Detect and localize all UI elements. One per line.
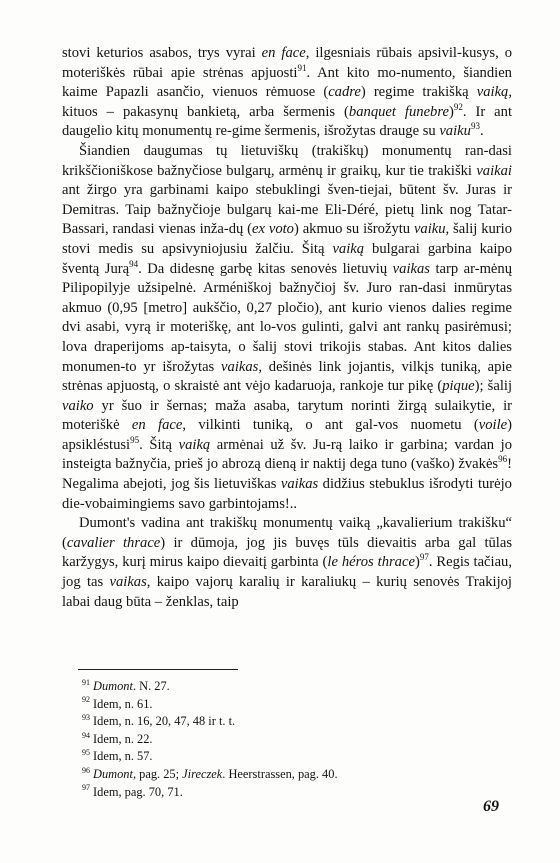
footnote-number: 95 [82, 748, 90, 758]
footnote-item [82, 713, 502, 731]
text-run: , pag. 25; [132, 766, 183, 781]
footnote-ref: 97 [419, 552, 429, 563]
footnote-ref: 93 [470, 121, 480, 132]
text-run: yr šuo ir šernas; maža asaba, tarytum norinti žirgą sulaikytie, ir moteriškė [62, 397, 512, 434]
footnote-number: 94 [82, 730, 90, 740]
italic-run: vaiką [476, 84, 509, 101]
text-run: . [479, 123, 484, 140]
footnote-item [82, 766, 502, 784]
text-run: ) akmuo su išrožytu [293, 221, 414, 238]
text-run: , dešinės link jojantis, vilkįs tuniką, apie strėnas apjuostą, o skraistė ant vėjo kadaruoja, rankoje tur pikę ( [62, 358, 512, 395]
italic-run: banquet funebre [348, 103, 449, 120]
italic-run: cavalier thrace [66, 534, 161, 551]
text-run: Idem, n. 61. [93, 696, 153, 711]
text-run: ); šalij [474, 378, 512, 395]
footnote-number: 97 [82, 783, 90, 793]
italic-run: en face [131, 417, 183, 434]
text-run: ) regime trakišką [360, 84, 477, 101]
text-run: Idem, n. 16, 20, 47, 48 ir t. t. [93, 714, 236, 729]
text-run: . Šitą [139, 436, 179, 453]
text-run: stovi keturios asabos, trys vyrai [62, 45, 262, 61]
text-run: ) [448, 103, 454, 120]
footnote-item [82, 678, 502, 696]
text-run: Idem, pag. 70, 71. [93, 784, 183, 799]
text-run: . Da didesnę garbę kitas senovės lietuvių [138, 260, 393, 277]
text-run: . Ant kito mo-numento, šiandien kaime Papazli asančio, vienuos rėmuose ( [62, 64, 512, 101]
text-run: , kaipo vajorų karalių ir karaliukų – kurių senovės Trakijoj labai daug būta – ženklas, taip [62, 574, 512, 610]
italic-run: en face [261, 45, 306, 61]
footnote-ref: 91 [297, 62, 307, 73]
text-run: bulgarai garbina kaipo šventą Jurą [62, 240, 512, 277]
footnote-item [82, 731, 502, 749]
italic-run: voile [478, 417, 508, 434]
footnote-ref: 94 [129, 258, 139, 269]
footnote-item [82, 748, 502, 766]
text-run: armėnai už šv. Ju-rą laiko ir garbina; vardan jo insteigta bažnyčia, prieš jo abrozą dieną ir naktij dega tuno (vaško) žvakės [62, 436, 513, 473]
footnote-number: 93 [82, 713, 90, 723]
text-run: Idem, n. 22. [93, 731, 153, 746]
text-run: ) ir dūmoja, jog jis buvęs tūls dievaitis arba gal tūlas karžygys, kurį mirus kaipo dievaitį garbinta ( [62, 534, 513, 571]
paragraph-2 [62, 142, 512, 514]
body-text [62, 44, 512, 612]
text-run: . Ir ant daugelio kitų monumentų re-gime šermenis, išrožytas drauge su [62, 103, 513, 140]
italic-run: vaiką [178, 436, 211, 453]
italic-run: vaikai [476, 162, 512, 179]
italic-run: cadre [328, 84, 361, 101]
italic-run: Dumont [93, 766, 133, 781]
text-run: . N. 27. [132, 679, 170, 693]
footnote-divider [78, 669, 238, 670]
paragraph-1 [62, 44, 512, 142]
text-run: , ilgesniais rūbais apsivil-kusys, o moteriškės rūbai apie strėnas apjuosti [62, 45, 512, 81]
footnote-ref: 96 [498, 454, 508, 465]
paragraph-3 [62, 514, 512, 612]
text-run: , šalij kurio stovi medis su apsivyniojusiu žalčiu. Šitą [62, 221, 513, 257]
italic-run: vaiką [332, 240, 365, 257]
text-run: , vilkinti tuniką, o ant gal-vos nuometu ( [182, 417, 479, 434]
italic-run: vaikas [392, 260, 430, 277]
text-run: , kituos – pakasynų bankietą, arba šermenis ( [62, 84, 512, 120]
footnote-ref: 95 [130, 435, 140, 446]
italic-run: vaiku [413, 221, 446, 238]
italic-run: vaiko [62, 397, 94, 414]
text-run: . Heerstrassen, pag. 40. [222, 766, 338, 781]
italic-run: vaikas [109, 574, 147, 591]
italic-run: ex voto [252, 221, 294, 238]
italic-run: le héros thrace [327, 554, 415, 571]
italic-run: vaikas [221, 358, 259, 375]
footnote-number: 96 [82, 765, 90, 775]
footnote-item [82, 696, 502, 714]
text-run: Idem, n. 57. [93, 749, 153, 764]
footnotes [82, 678, 502, 801]
italic-run: Jireczek [182, 766, 223, 781]
italic-run: vaikas [280, 476, 319, 493]
italic-run: vaiku [439, 123, 471, 140]
text-run: ! Negalima abejoti, jog šis lietuviškas [62, 456, 512, 493]
text-run: tarp ar-mėnų Pilipopilyje užsipelnė. Arméniškoj bažnyčioj šv. Juro ran-dasi inmūrytas akmuo (0,95 [metro] aukščio, 0,27 pločio), ant kurio vienos dalies regime dvi asabi, vyrą ir moteriškę, ant lo-vos gulinti, galvi ant rankų pasirėmusi; lova draperijoms ap-taisyta, o šalij stovi trikojis stabas. Ant kitos dalies monumen-to yr išrožytas [62, 260, 512, 375]
page-number: 69 [483, 798, 499, 815]
footnote-ref: 92 [453, 101, 463, 112]
footnote-number: 91 [82, 677, 90, 687]
footnote-item [82, 784, 502, 802]
italic-run: pique [442, 378, 475, 395]
text-run: . Regis tačiau, jog tas [62, 554, 513, 591]
text-run: ant žirgo yra garbinami kaipo stebuklingi šven-tiejai, būtent šv. Juras ir Demitras. Taip bažnyčioje bulgarų kai-me Eli-Déré, pietų link nog Tatar-Bassari, randasi vienas inža-dų ( [62, 182, 512, 238]
italic-run: Dumont [93, 679, 133, 693]
text-run: ) apsikléstusi [62, 417, 512, 453]
text-run: ) [414, 554, 420, 571]
text-run: Šiandien daugumas tų lietuviškų (trakiškų) monumentų ran-dasi krikščioniškose bažnyčiose bulgarų, armėnų ir graikų, kur tie trakiški [62, 142, 512, 179]
text-run: Dumont's vadina ant trakiškų monumentų vaiką „kavalierium trakišku“ ( [62, 515, 512, 551]
footnote-number: 92 [82, 695, 90, 705]
text-run: didžius stebuklus išrodyti turėjo die-vobaimingiems savo garbintojams!.. [62, 476, 512, 512]
